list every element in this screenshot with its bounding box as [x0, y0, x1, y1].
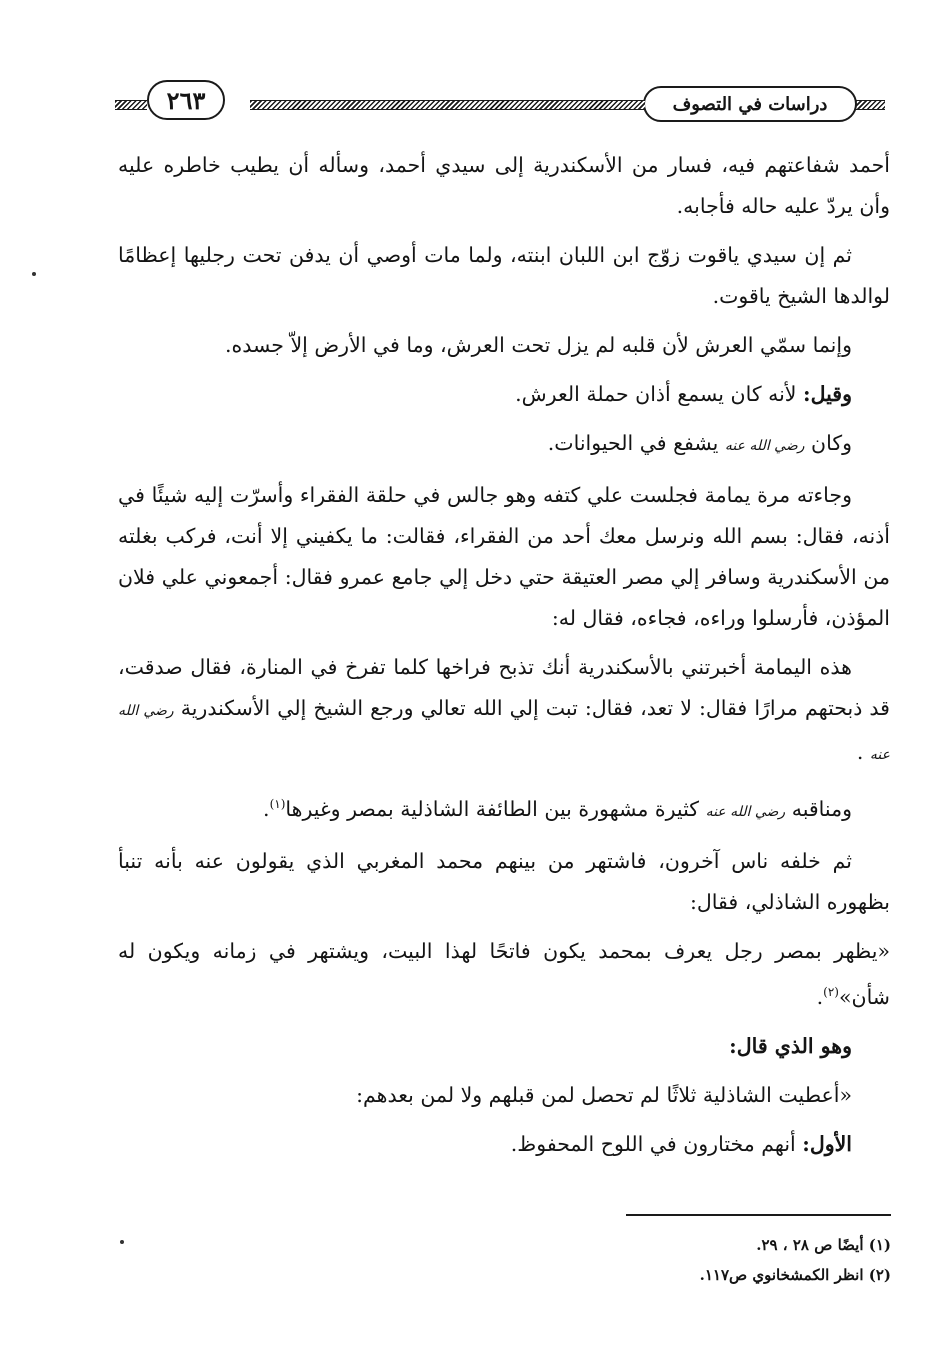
lead-word: الأول:: [802, 1131, 852, 1156]
paragraph: وجاءته مرة يمامة فجلست علي كتفه وهو جالس في حلقة الفقراء وأسرّت إليه شيئًا في أذنه، فقال: بسم الله ونرسل معك أحد من الفقراء، فقالت: ما يكفيني إلا أنت، فركب بغلته من الأسكندرية وسافر إلي مصر العتيقة حتي دخل إلي جامع عمرو فقال: أجمعوني علي فلان المؤذن، فأرسلوا وراءه، فجاءه، فقال له:: [118, 483, 890, 630]
header-ornament-left: [115, 100, 147, 110]
paragraph: [118, 1026, 890, 1067]
main-text: [118, 145, 890, 1173]
honorific-glyph: رضي الله عنه: [118, 703, 890, 763]
scan-speck: [32, 272, 36, 276]
scan-speck: [120, 1240, 124, 1244]
lead-word: وقيل:: [803, 382, 852, 406]
paragraph: وإنما سمّي العرش لأن قلبه لم يزل تحت العرش، وما في الأرض إلاّ جسده.: [224, 333, 852, 357]
page-number-frame: [147, 80, 225, 120]
footnote-ref[interactable]: (٢): [823, 984, 839, 999]
paragraph: ثم إن سيدي ياقوت زوّج ابن اللبان ابنته، ولما مات أوصي أن يدفن تحت رجليها إعظامًا لوالدها الشيخ ياقوت.: [118, 243, 890, 308]
honorific-glyph: رضي الله عنه: [705, 803, 786, 820]
book-title-frame: [643, 86, 857, 122]
footnote-ref[interactable]: (١): [269, 797, 286, 811]
footnote: (٢) انظر الكمشخانوي ص١١٧.: [699, 1266, 891, 1284]
header-ornament-middle: [250, 100, 645, 110]
paragraph: ومناقبه رضي الله عنه كثيرة مشهورة بين الطائفة الشاذلية بمصر وغيرها$^{(١)}$.: [263, 796, 852, 821]
quote-paragraph: «أعطيت الشاذلية ثلاثًا لم تحصل لمن قبلهم ولا لمن بعدهم:: [356, 1082, 852, 1107]
paragraph: ثم خلفه ناس آخرون، فاشتهر من بينهم محمد المغربي الذي يقولون عنه بأنه تنبأ بظهوره الشاذلي، فقال:: [118, 848, 890, 914]
page-header: [115, 78, 885, 128]
footnotes: [491, 1230, 891, 1290]
quote-paragraph: «يظهر بمصر رجل يعرف بمحمد يكون فاتحًا لهذا البيت، ويشتهر في زمانه ويكون له شأن»$^{(٢)}$.: [118, 938, 890, 1009]
paragraph: أحمد شفاعتهم فيه، فسار من الأسكندرية إلى سيدي أحمد، وسأله أن يطيب خاطره عليه وأن يردّ عليه حاله فأجابه.: [118, 153, 890, 218]
paragraph: هذه اليمامة أخبرتني بالأسكندرية أنك تذبح فراخها كلما تفرخ في المنارة، فقال صدقت، قد ذبحتهم مرارًا فقال: لا تعد، فقال: تبت إلي الله تعالي ورجع الشيخ إلي الأسكندرية رضي الله عنه .: [118, 655, 890, 764]
header-ornament-right: [855, 100, 885, 110]
lead-word: وهو الذي قال:: [729, 1033, 852, 1058]
footnote-divider: [626, 1214, 891, 1216]
honorific-glyph: رضي الله عنه: [724, 438, 805, 454]
paragraph: الأول: أنهم مختارون في اللوح المحفوظ.: [510, 1131, 852, 1156]
footnote: (١) أيضًا ص ٢٨ ، ٢٩.: [756, 1236, 891, 1254]
book-title: دراسات في التصوف: [672, 93, 828, 115]
paragraph: وكان رضي الله عنه يشفع في الحيوانات.: [547, 431, 852, 455]
paragraph: وقيل: لأنه كان يسمع أذان حملة العرش.: [515, 382, 852, 406]
page-number: ٢٦٣: [166, 85, 206, 115]
